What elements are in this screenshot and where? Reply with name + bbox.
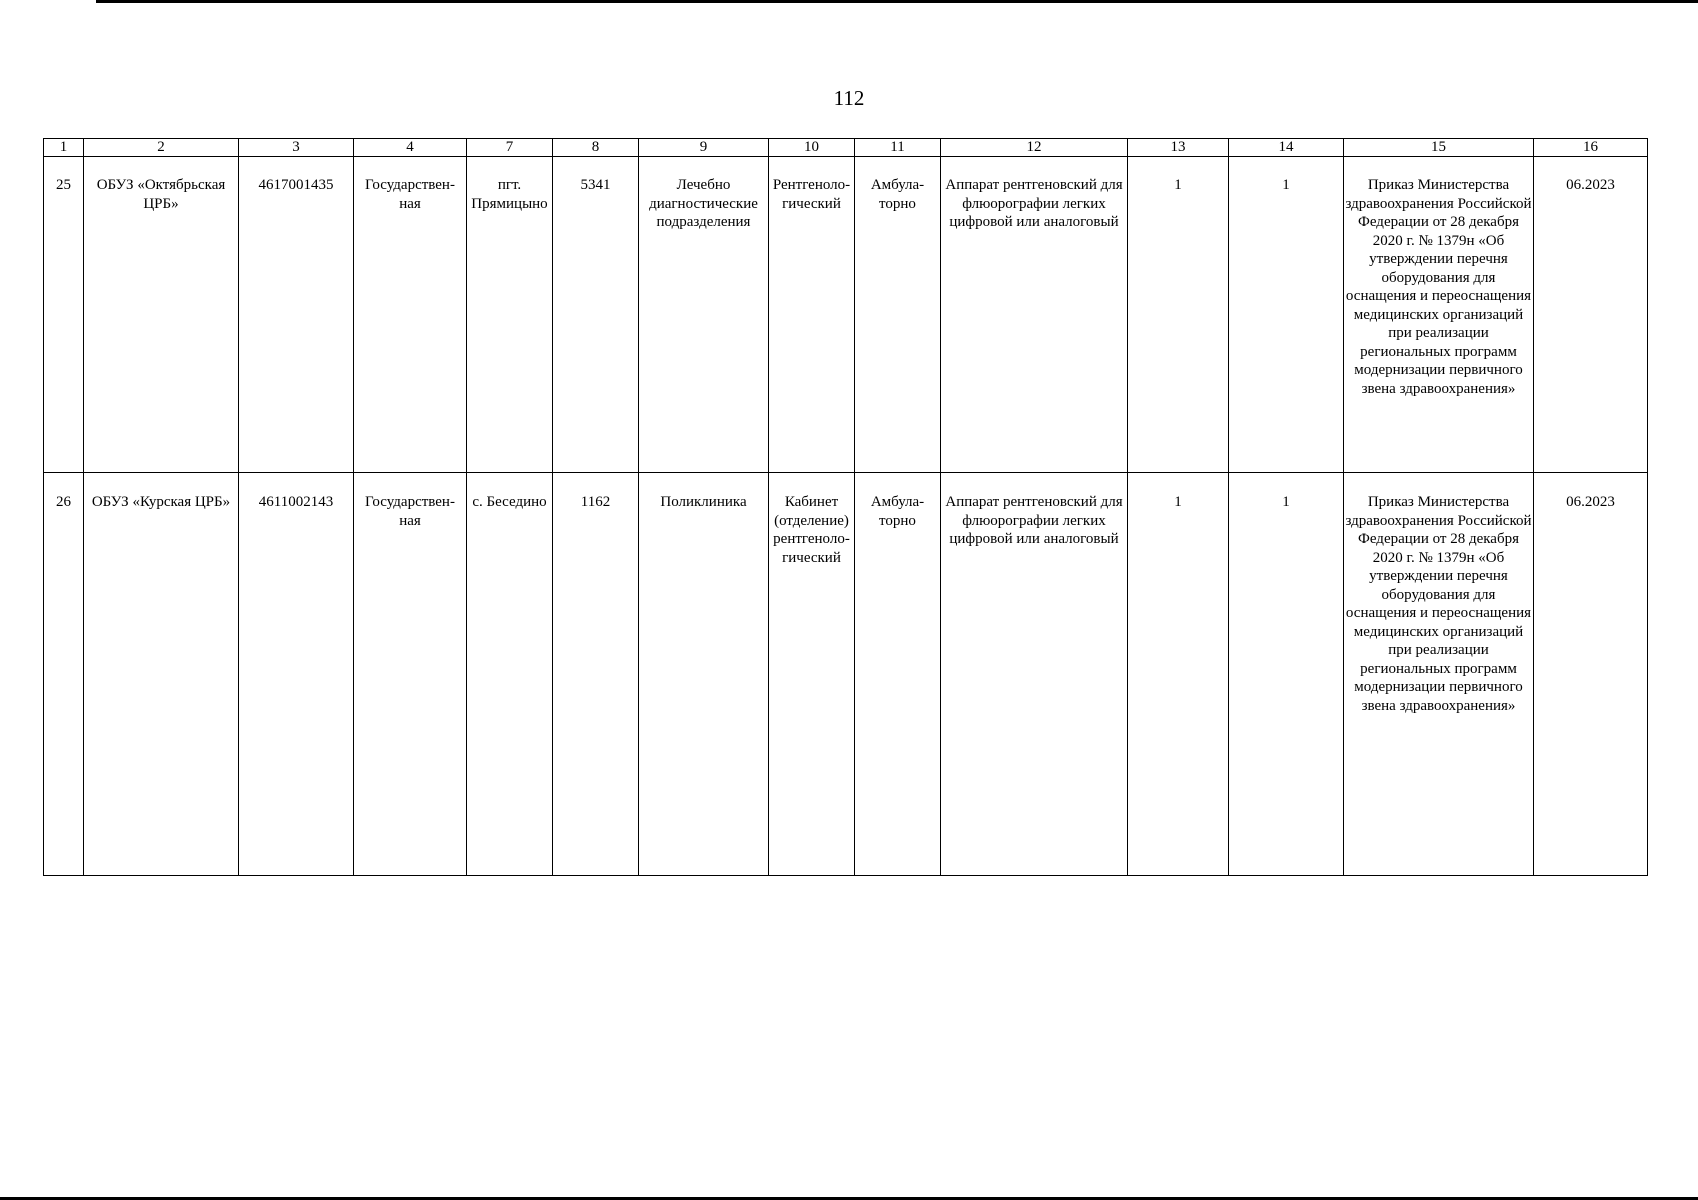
unit-cell: Лечебно диагностические подразделения: [639, 157, 769, 473]
inn-cell: 4611002143: [239, 473, 354, 876]
quantity-cell: 1: [1229, 157, 1344, 473]
column-header: 1: [44, 139, 84, 157]
column-header: 15: [1344, 139, 1534, 157]
table-row: [44, 157, 1648, 473]
column-header: 11: [855, 139, 941, 157]
basis-cell: Приказ Министерства здравоохранения Российской Федерации от 28 декабря 2020 г. № 1379н «Об утверждении перечня оборудования для оснащения и переоснащения медицинских организаций при реализации региональных программ модернизации первичного звена здравоохранения»: [1344, 473, 1534, 876]
column-header: 16: [1534, 139, 1648, 157]
row-number: 26: [44, 473, 84, 876]
equipment-cell: Аппарат рентгеновский для флюорографии легких цифровой или аналоговый: [941, 473, 1128, 876]
column-header: 3: [239, 139, 354, 157]
page-number: 112: [833, 86, 865, 110]
column-header: 8: [553, 139, 639, 157]
table-row: [44, 473, 1648, 876]
department-cell: Кабинет (отделение) рентгеноло-гический: [769, 473, 855, 876]
column-header: 10: [769, 139, 855, 157]
column-header: 9: [639, 139, 769, 157]
column-header: 14: [1229, 139, 1344, 157]
column-header: 2: [84, 139, 239, 157]
mode-cell: Амбула-торно: [855, 157, 941, 473]
organization-name: ОБУЗ «Октябрьская ЦРБ»: [84, 157, 239, 473]
column-header: 12: [941, 139, 1128, 157]
column-number-header-row: [44, 139, 1648, 157]
date-cell: 06.2023: [1534, 473, 1648, 876]
ownership-cell: Государствен-ная: [354, 473, 467, 876]
scan-top-edge: [96, 0, 1698, 3]
locality-cell: с. Беседино: [467, 473, 553, 876]
organization-name: ОБУЗ «Курская ЦРБ»: [84, 473, 239, 876]
date-cell: 06.2023: [1534, 157, 1648, 473]
equipment-cell: Аппарат рентгеновский для флюорографии легких цифровой или аналоговый: [941, 157, 1128, 473]
column-header: 4: [354, 139, 467, 157]
inn-cell: 4617001435: [239, 157, 354, 473]
ownership-cell: Государствен-ная: [354, 157, 467, 473]
quantity-cell: 1: [1128, 157, 1229, 473]
department-cell: Рентгеноло-гический: [769, 157, 855, 473]
locality-cell: пгт. Прямицыно: [467, 157, 553, 473]
code-cell: 1162: [553, 473, 639, 876]
equipment-registry-table: [43, 138, 1648, 876]
unit-cell: Поликлиника: [639, 473, 769, 876]
column-header: 7: [467, 139, 553, 157]
quantity-cell: 1: [1229, 473, 1344, 876]
code-cell: 5341: [553, 157, 639, 473]
mode-cell: Амбула-торно: [855, 473, 941, 876]
column-header: 13: [1128, 139, 1229, 157]
basis-cell: Приказ Министерства здравоохранения Российской Федерации от 28 декабря 2020 г. № 1379н «Об утверждении перечня оборудования для оснащения и переоснащения медицинских организаций при реализации региональных программ модернизации первичного звена здравоохранения»: [1344, 157, 1534, 473]
quantity-cell: 1: [1128, 473, 1229, 876]
row-number: 25: [44, 157, 84, 473]
